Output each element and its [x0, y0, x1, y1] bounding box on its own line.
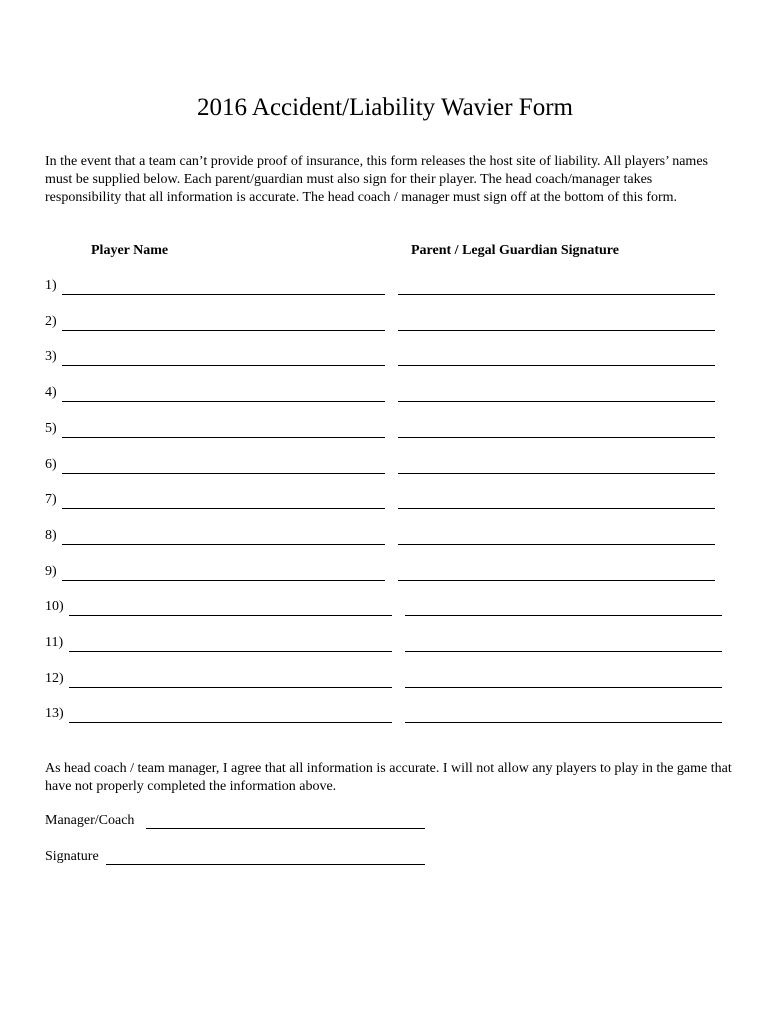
player-name-field[interactable] — [62, 508, 385, 509]
player-name-field[interactable] — [69, 722, 392, 723]
guardian-signature-field[interactable] — [398, 544, 715, 545]
guardian-signature-field[interactable] — [405, 615, 722, 616]
player-name-field[interactable] — [62, 580, 385, 581]
form-instructions: In the event that a team can’t provide proof of insurance, this form releases the host site of liability. All players’ names must be supplied below. Each parent/guardian must also sign for their player. The head coach/manager takes responsibility that all information is accurate. The head coach / manager must sign off at the bottom of this form. — [45, 154, 708, 205]
player-name-field[interactable] — [62, 365, 385, 366]
player-row — [45, 348, 735, 368]
form-title: 2016 Accident/Liability Wavier Form — [197, 94, 573, 121]
row-number: 7) — [45, 492, 57, 508]
coach-agreement-text: As head coach / team manager, I agree that all information is accurate. I will not allow any players to play in the game that have not properly completed the information above. — [45, 761, 732, 794]
player-row — [45, 563, 735, 583]
player-row — [45, 598, 735, 618]
player-name-field[interactable] — [62, 294, 385, 295]
row-number: 3) — [45, 349, 57, 365]
guardian-signature-field[interactable] — [405, 687, 722, 688]
manager-coach-label: Manager/Coach — [45, 813, 135, 828]
row-number: 1) — [45, 278, 57, 293]
guardian-signature-column-header: Parent / Legal Guardian Signature — [411, 243, 619, 258]
player-row — [45, 456, 735, 476]
row-number: 4) — [45, 385, 57, 401]
row-number: 10) — [45, 599, 64, 615]
guardian-signature-field[interactable] — [405, 651, 722, 652]
row-number: 2) — [45, 313, 57, 329]
guardian-signature-field[interactable] — [398, 473, 715, 474]
player-name-field[interactable] — [62, 437, 385, 438]
row-number: 5) — [45, 420, 57, 436]
player-row — [45, 420, 735, 440]
player-row — [45, 313, 735, 333]
player-name-field[interactable] — [69, 651, 392, 652]
signature-label: Signature — [45, 849, 99, 864]
player-row — [45, 634, 735, 654]
guardian-signature-field[interactable] — [398, 294, 715, 295]
player-name-field[interactable] — [69, 687, 392, 688]
row-number: 11) — [45, 635, 64, 650]
manager-coach-row — [45, 812, 435, 832]
guardian-signature-field[interactable] — [405, 722, 722, 723]
row-number: 9) — [45, 563, 57, 579]
player-name-field[interactable] — [62, 473, 385, 474]
row-number: 12) — [45, 670, 64, 686]
row-number: 8) — [45, 527, 57, 543]
player-row — [45, 491, 735, 511]
guardian-signature-field[interactable] — [398, 365, 715, 366]
player-name-field[interactable] — [62, 330, 385, 331]
row-number: 13) — [45, 706, 64, 722]
player-name-column-header: Player Name — [91, 243, 169, 258]
guardian-signature-field[interactable] — [398, 508, 715, 509]
player-row — [45, 384, 735, 404]
guardian-signature-field[interactable] — [398, 401, 715, 402]
guardian-signature-field[interactable] — [398, 437, 715, 438]
player-row — [45, 277, 735, 297]
player-row — [45, 670, 735, 690]
signature-row — [45, 848, 435, 868]
manager-coach-field[interactable] — [146, 828, 425, 829]
player-name-field[interactable] — [62, 401, 385, 402]
player-name-field[interactable] — [62, 544, 385, 545]
row-number: 6) — [45, 456, 57, 472]
guardian-signature-field[interactable] — [398, 580, 715, 581]
guardian-signature-field[interactable] — [398, 330, 715, 331]
player-row — [45, 705, 735, 725]
coach-signature-field[interactable] — [106, 864, 425, 865]
player-name-field[interactable] — [69, 615, 392, 616]
player-row — [45, 527, 735, 547]
